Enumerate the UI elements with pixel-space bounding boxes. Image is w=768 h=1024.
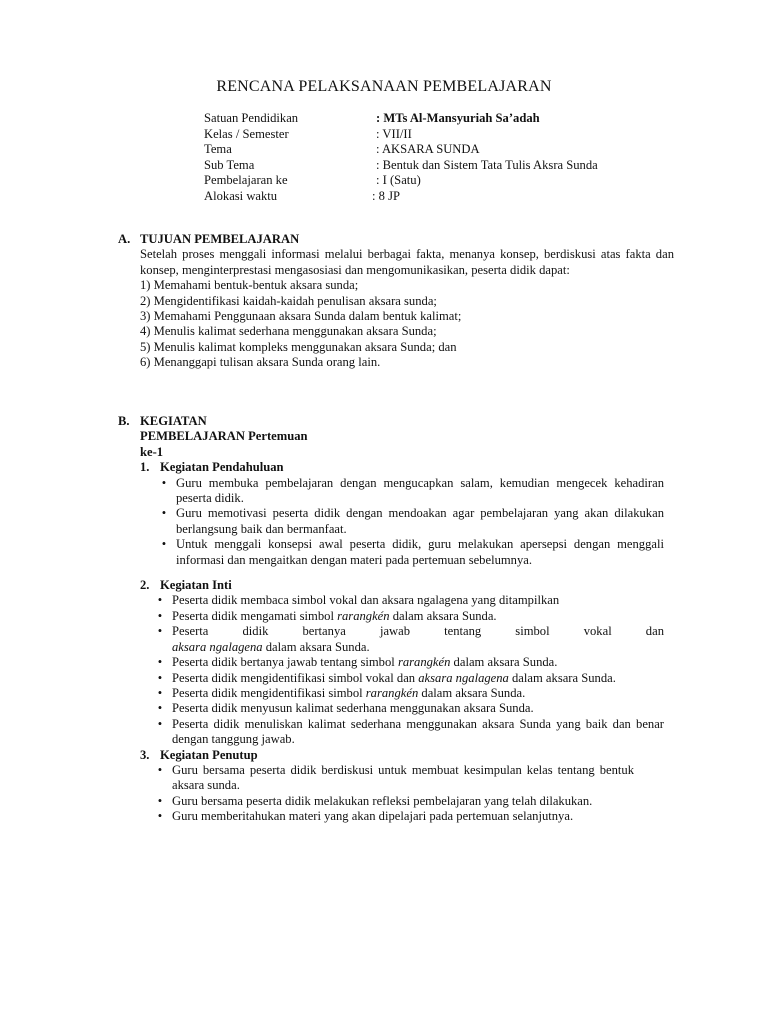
activity-opening (140, 460, 678, 568)
list-item: 2) Mengidentifikasi kaidah-kaidah penulisan aksara sunda; (140, 293, 437, 308)
activity-number: 3. (140, 747, 150, 762)
identity-label: Satuan Pendidikan (204, 111, 299, 125)
list-item (148, 624, 664, 655)
activity-title: Kegiatan Inti (160, 578, 232, 593)
list-item-text: Peserta didik mengidentifikasi simbol rarangkén dalam aksara Sunda. (172, 685, 526, 700)
list-item (148, 701, 664, 716)
list-item-text: Guru bersama peserta didik melakukan refleksi pembelajaran yang telah dilakukan. (172, 793, 593, 808)
section-a-body (140, 247, 674, 370)
list-item (148, 686, 664, 701)
objectives-intro: Setelah proses menggali informasi melalui berbagai fakta, menanya konsep, berdiskusi atas fakta dan konsep, menginterprestasi mengasosiasi dan mengomunikasikan, peserta didik dapat: (140, 247, 674, 277)
activity-list (148, 763, 634, 825)
section-title: TUJUAN PEMBELAJARAN (140, 232, 300, 246)
list-item: 1) Memahami bentuk-bentuk aksara sunda; (140, 278, 359, 293)
list-item-text: Peserta didik membaca simbol vokal dan aksara ngalagena yang ditampilkan (172, 593, 560, 608)
identity-row (204, 158, 598, 174)
list-item-text: Peserta didik menuliskan kalimat sederhana menggunakan aksara Sunda yang baik dan benar dengan tanggung jawab. (172, 716, 664, 747)
bullet-icon: • (157, 593, 163, 608)
list-item-text: Peserta didik mengamati simbol rarangkén dalam aksara Sunda. (172, 608, 497, 623)
section-letter: B. (118, 414, 130, 428)
bullet-icon: • (157, 685, 163, 700)
identity-value: : I (Satu) (376, 173, 421, 187)
list-item (148, 763, 634, 794)
list-item (152, 506, 664, 537)
list-item-text: Guru memotivasi peserta didik dengan mendoakan agar pembelajaran yang akan dilakukan berlangsung baik dan bermanfaat. (176, 506, 664, 536)
list-item (148, 794, 634, 809)
list-item (148, 671, 664, 686)
identity-label: Alokasi waktu (204, 188, 278, 203)
section-title (140, 414, 360, 445)
activity-heading (140, 460, 678, 475)
activity-heading (140, 578, 678, 593)
identity-row (204, 111, 598, 127)
list-item-text: Peserta didik mengidentifikasi simbol vokal dan aksara ngalagena dalam aksara Sunda. (172, 670, 616, 685)
list-item: 3) Memahami Penggunaan aksara Sunda dalam bentuk kalimat; (140, 309, 462, 324)
list-item: 4) Menulis kalimat sederhana menggunakan aksara Sunda; (140, 324, 437, 339)
identity-row (204, 127, 598, 143)
identity-value: : MTs Al-Mansyuriah Sa’adah (376, 111, 540, 125)
section-title-line: KEGIATAN (140, 414, 207, 428)
list-item (148, 609, 664, 624)
identity-label: Kelas / Semester (204, 126, 289, 141)
identity-row (204, 142, 598, 158)
activity-heading (140, 748, 678, 763)
identity-label: Tema (204, 142, 232, 156)
section-b-heading (118, 414, 678, 445)
section-title-line: ke-1 (140, 444, 164, 459)
activity-closing (140, 748, 678, 825)
identity-label: Pembelajaran ke (204, 173, 288, 187)
list-item: 6) Menanggapi tulisan aksara Sunda orang lain. (140, 355, 381, 370)
activity-list (152, 476, 664, 568)
list-item: 5) Menulis kalimat kompleks menggunakan aksara Sunda; dan (140, 339, 457, 354)
list-item-text: Guru membuka pembelajaran dengan mengucapkan salam, kemudian mengecek kehadiran peserta didik. (176, 475, 664, 506)
section-title-line: PEMBELAJARAN Pertemuan (140, 429, 308, 444)
section-b-activities (118, 414, 678, 825)
identity-value: : VII/II (376, 126, 412, 141)
activity-title: Kegiatan Penutup (160, 747, 258, 762)
objectives-list (140, 278, 674, 370)
activity-core (140, 578, 678, 747)
section-a-heading (118, 232, 678, 247)
section-letter: A. (118, 232, 131, 246)
list-item-text: Untuk menggali konsepsi awal peserta didik, guru melakukan apersepsi dengan menggali informasi dan mengaitkan dengan materi pada pertemuan sebelumnya. (176, 537, 664, 567)
list-item (148, 655, 664, 670)
list-item (148, 717, 664, 748)
section-a-objectives (118, 232, 678, 371)
bullet-icon: • (157, 716, 163, 731)
bullet-icon: • (157, 624, 163, 639)
list-item-text: Peserta didik bertanya jawab tentang simbol vokal dan aksara ngalagena dalam aksara Sunda. (172, 624, 664, 654)
identity-table (204, 111, 598, 204)
identity-value: : Bentuk dan Sistem Tata Tulis Aksra Sunda (376, 157, 598, 172)
activity-number: 2. (140, 578, 150, 593)
bullet-icon: • (157, 670, 163, 685)
identity-value: : 8 JP (372, 188, 400, 203)
identity-row (204, 189, 598, 205)
bullet-icon: • (157, 655, 163, 670)
bullet-icon: • (157, 608, 163, 623)
activity-title: Kegiatan Pendahuluan (160, 460, 284, 475)
identity-value: : AKSARA SUNDA (376, 142, 480, 156)
list-item (152, 476, 664, 507)
activity-list (148, 593, 664, 747)
bullet-icon: • (157, 793, 163, 808)
list-item-text: Peserta didik menyusun kalimat sederhana menggunakan aksara Sunda. (172, 701, 534, 716)
bullet-icon: • (157, 762, 163, 777)
list-item-text: Peserta didik bertanya jawab tentang simbol rarangkén dalam aksara Sunda. (172, 655, 558, 670)
identity-label: Sub Tema (204, 157, 255, 172)
bullet-icon: • (157, 809, 163, 824)
bullet-icon: • (157, 701, 163, 716)
list-item (148, 809, 634, 824)
document-title: RENCANA PELAKSANAAN PEMBELAJARAN (216, 78, 552, 95)
bullet-icon: • (161, 506, 167, 521)
list-item (152, 537, 664, 568)
list-item-text: Guru bersama peserta didik berdiskusi untuk membuat kesimpulan kelas tentang bentuk aksara sunda. (172, 762, 634, 793)
bullet-icon: • (161, 475, 167, 490)
identity-row (204, 173, 598, 189)
activity-number: 1. (140, 460, 150, 475)
bullet-icon: • (161, 537, 167, 552)
list-item-text: Guru memberitahukan materi yang akan dipelajari pada pertemuan selanjutnya. (172, 809, 574, 824)
list-item (148, 593, 664, 608)
